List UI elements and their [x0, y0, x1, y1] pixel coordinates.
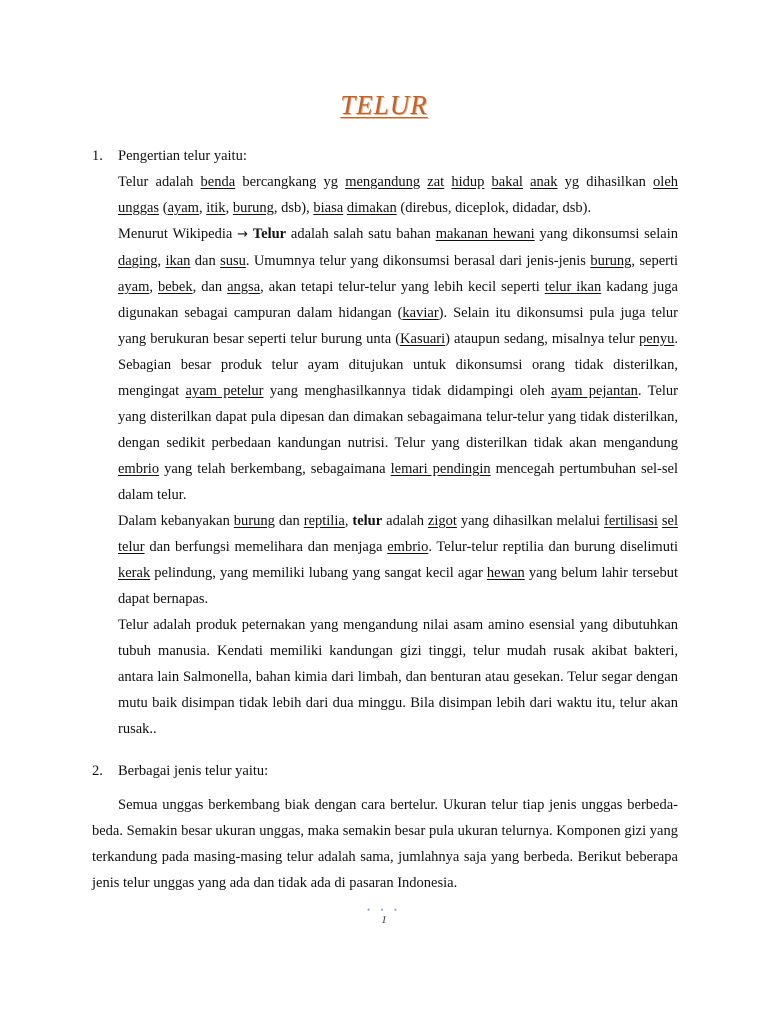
link-dimakan[interactable]: dimakan	[346, 200, 397, 216]
text-run: yg dihasilkan	[557, 174, 654, 190]
link-kasuari[interactable]: Kasuari	[400, 331, 446, 347]
text-run: , akan tetapi telur-telur yang lebih kecil seperti	[260, 279, 545, 295]
link-susu[interactable]: susu	[220, 253, 246, 269]
text-run: dan berfungsi memelihara dan menjaga	[144, 539, 388, 555]
text-run: bercangkang yg	[235, 174, 346, 190]
link-kerak[interactable]: kerak	[118, 565, 151, 581]
text-run: adalah salah satu bahan	[286, 226, 436, 242]
link-burung[interactable]: burung	[233, 513, 275, 529]
link-zigot[interactable]: zigot	[427, 513, 457, 529]
text-run: yang telah berkembang, sebagaimana	[159, 461, 391, 477]
paragraph-jenis-telur: Semua unggas berkembang biak dengan cara bertelur. Ukuran telur tiap jenis unggas berbeda-beda. Semakin besar ukuran unggas, maka semakin besar pula ukuran telurnya. Komponen gizi yang terkandung pada masing-masing telur adalah sama, jumlahnya saja yang berbeda. Berikut beberapa jenis telur unggas yang ada dan tidak ada di pasaran Indonesia.	[92, 797, 678, 891]
text-run: adalah	[382, 513, 428, 529]
link-oleh[interactable]: oleh	[653, 174, 679, 190]
text-run: ,	[149, 279, 158, 295]
text-run: kadang juga digunakan sebagai campuran dalam hidangan (	[118, 279, 678, 321]
text-run: Menurut Wikipedia	[118, 226, 238, 242]
link-ayam[interactable]: ayam	[167, 200, 199, 216]
footer-dots-icon: • • •	[367, 905, 401, 915]
link-zat[interactable]: zat	[427, 174, 445, 190]
link-ikan[interactable]: ikan	[165, 253, 191, 269]
text-run	[484, 174, 491, 190]
link-burung[interactable]: burung	[232, 200, 274, 216]
link-embrio[interactable]: embrio	[118, 461, 160, 477]
link-ayam[interactable]: ayam	[118, 279, 150, 295]
link-benda[interactable]: benda	[200, 174, 236, 190]
link-angsa[interactable]: angsa	[227, 279, 261, 295]
text-run: Telur adalah	[118, 174, 201, 190]
link-hewan[interactable]: hewan	[486, 565, 525, 581]
link-hidup[interactable]: hidup	[451, 174, 485, 190]
link-daging[interactable]: daging	[118, 253, 158, 269]
bold-term-telur: Telur	[252, 226, 287, 242]
link-lemari-pendingin[interactable]: lemari pendingin	[390, 461, 491, 477]
text-run: pelindung, yang memiliki lubang yang sangat kecil agar	[150, 565, 487, 581]
link-reptilia[interactable]: reptilia	[303, 513, 345, 529]
link-burung[interactable]: burung	[590, 253, 632, 269]
link-ayam-pejantan[interactable]: ayam pejantan	[551, 383, 638, 399]
link-sel-telur[interactable]: sel telur	[118, 513, 679, 555]
list-number: 2.	[92, 763, 103, 779]
text-run: (direbus, diceplok, didadar, dsb).	[396, 200, 592, 216]
link-telur-ikan[interactable]: telur ikan	[544, 279, 602, 295]
paragraph-zigot	[118, 508, 678, 612]
section-1	[92, 143, 678, 742]
arrow-right-icon: →	[237, 227, 248, 242]
text-run: dan	[274, 513, 304, 529]
paragraph-wikipedia	[118, 221, 678, 508]
link-mengandung[interactable]: mengandung	[345, 174, 421, 190]
text-run: ) ataupun sedang, misalnya telur	[445, 331, 639, 347]
text-run: mencegah pertumbuhan sel-sel dalam telur.	[118, 461, 678, 503]
paragraph-nutrisi: Telur adalah produk peternakan yang mengandung nilai asam amino esensial yang dibutuhkan tubuh manusia. Kendati memiliki kandungan gizi tinggi, telur mudah rusak akibat bakteri, antara lain Salmonella, bahan kimia dari limbah, dan benturan atau gesekan. Telur segar dengan mutu baik disimpan tidak lebih dari dua minggu. Bila disimpan lebih dari waktu itu, telur akan rusak..	[118, 617, 678, 737]
link-bebek[interactable]: bebek	[158, 279, 193, 295]
text-run: ,	[157, 253, 166, 269]
text-run: ,	[344, 513, 353, 529]
text-run: , seperti	[631, 253, 679, 269]
link-biasa[interactable]: biasa	[313, 200, 344, 216]
text-run: dan	[190, 253, 221, 269]
text-run: ). Selain itu dikonsumsi pula juga telur yang berukuran besar seperti telur burung unta (	[118, 305, 678, 347]
text-run: , dsb),	[273, 200, 314, 216]
list-item-2	[92, 758, 704, 784]
text-run: . Umumnya telur yang dikonsumsi berasal dari jenis-jenis	[245, 253, 591, 269]
link-anak[interactable]: anak	[530, 174, 558, 190]
text-run: ,	[198, 200, 207, 216]
text-run: . Telur yang disterilkan dapat pula dipesan dan dimakan sebagaimana telur-telur yang tidak disterilkan, dengan sedikit perbedaan kandungan nutrisi. Telur yang disterilkan tidak akan mengandung	[118, 383, 678, 451]
link-fertilisasi[interactable]: fertilisasi	[603, 513, 658, 529]
text-run: . Sebagian besar produk telur ayam ditujukan untuk dikonsumsi orang tidak disterilkan, mengingat	[118, 331, 678, 399]
link-itik[interactable]: itik	[206, 200, 226, 216]
text-run: ,	[225, 200, 233, 216]
link-kaviar[interactable]: kaviar	[402, 305, 439, 321]
link-ayam-petelur[interactable]: ayam petelur	[185, 383, 264, 399]
document-title: TELUR	[340, 90, 428, 120]
list-item-1	[92, 143, 678, 742]
link-makanan-hewani[interactable]: makanan hewani	[435, 226, 535, 242]
paragraph-definition	[118, 169, 678, 221]
list-number: 1.	[92, 148, 103, 164]
text-run: . Telur-telur reptilia dan burung diselimuti	[428, 539, 678, 555]
section-2-heading: Berbagai jenis telur yaitu:	[118, 763, 269, 779]
bold-term-telur: telur	[352, 513, 383, 529]
text-run: yang dikonsumsi selain	[534, 226, 678, 242]
text-run: yang belum lahir tersebut dapat bernapas.	[118, 565, 678, 607]
text-run: yang dihasilkan melalui	[456, 513, 604, 529]
text-run: (	[159, 200, 168, 216]
section-1-heading: Pengertian telur yaitu:	[118, 148, 247, 164]
page-number: 1	[381, 914, 387, 926]
text-run: Dalam kebanyakan	[118, 513, 234, 529]
link-unggas[interactable]: unggas	[118, 200, 160, 216]
text-run: yang menghasilkannya tidak didampingi oleh	[263, 383, 552, 399]
text-run: , dan	[192, 279, 228, 295]
link-bakal[interactable]: bakal	[491, 174, 523, 190]
link-penyu[interactable]: penyu	[638, 331, 675, 347]
page-footer	[0, 906, 768, 926]
link-embrio[interactable]: embrio	[387, 539, 429, 555]
